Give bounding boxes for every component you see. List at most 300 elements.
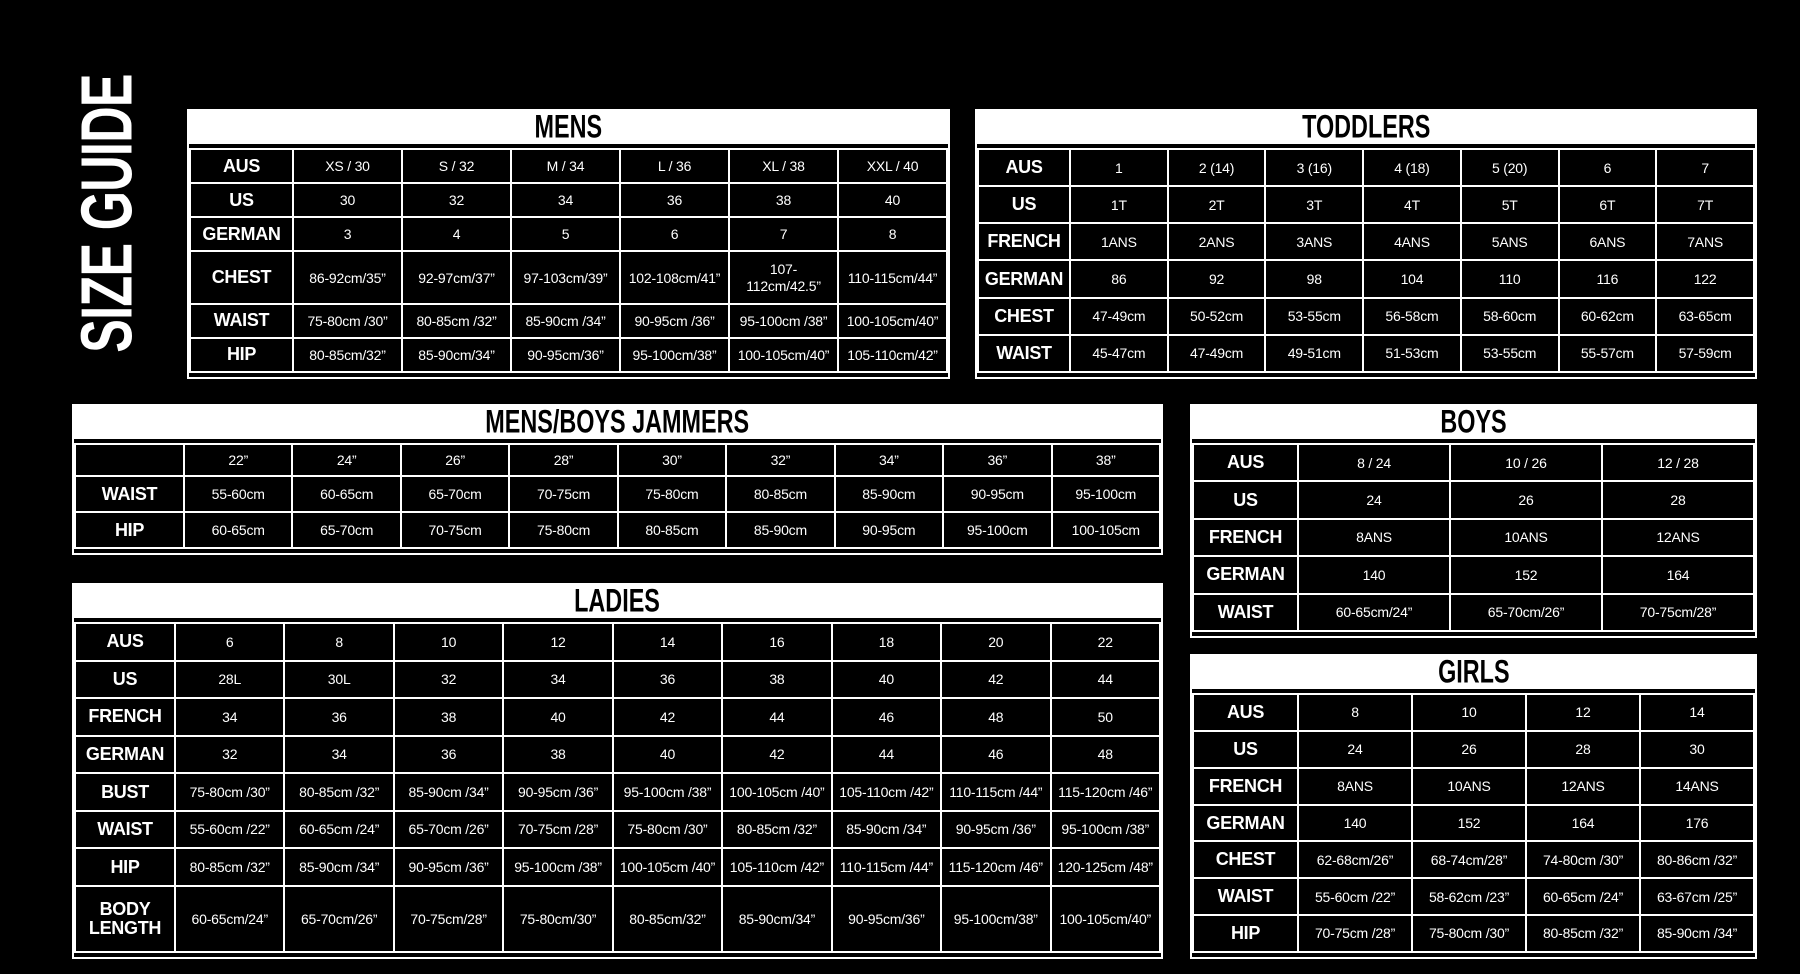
girls-row-german xyxy=(1193,805,1754,842)
ladies-cell-body-length-4: 80-85cm/32” xyxy=(613,886,722,952)
mens-table-title: MENS xyxy=(534,111,603,145)
toddlers-cell-chest-0: 47-49cm xyxy=(1070,298,1168,335)
ladies-row-german xyxy=(75,736,1160,774)
ladies-cell-bust-3: 90-95cm /36” xyxy=(503,773,612,811)
girls-row-chest xyxy=(1193,841,1754,878)
ladies-cell-french-8: 50 xyxy=(1051,698,1161,736)
jammers-cell-sizes-3: 28” xyxy=(509,444,617,476)
boys-row-us xyxy=(1193,481,1754,518)
boys-row-label-us: US xyxy=(1193,481,1298,518)
mens-cell-chest-3: 102-108cm/41” xyxy=(620,251,729,303)
girls-cell-chest-1: 68-74cm/28” xyxy=(1412,841,1526,878)
toddlers-row-label-waist: WAIST xyxy=(978,335,1070,372)
jammers-cell-waist-0: 55-60cm xyxy=(184,476,292,512)
mens-row-label-waist: WAIST xyxy=(190,304,293,338)
ladies-cell-aus-5: 16 xyxy=(722,623,831,661)
girls-cell-french-3: 14ANS xyxy=(1640,768,1754,805)
toddlers-grid xyxy=(977,148,1755,373)
toddlers-cell-french-4: 5ANS xyxy=(1461,223,1559,260)
mens-row-label-us: US xyxy=(190,183,293,217)
toddlers-row-label-german: GERMAN xyxy=(978,260,1070,297)
jammers-cell-waist-7: 90-95cm xyxy=(943,476,1051,512)
girls-cell-us-3: 30 xyxy=(1640,731,1754,768)
girls-cell-us-2: 28 xyxy=(1526,731,1640,768)
boys-row-label-aus: AUS xyxy=(1193,444,1298,481)
jammers-row-hip xyxy=(75,512,1160,548)
toddlers-cell-german-6: 122 xyxy=(1656,260,1754,297)
ladies-row-bust xyxy=(75,773,1160,811)
toddlers-cell-french-5: 6ANS xyxy=(1559,223,1657,260)
jammers-cell-hip-4: 80-85cm xyxy=(618,512,726,548)
mens-cell-german-5: 8 xyxy=(838,217,947,251)
ladies-cell-french-7: 48 xyxy=(941,698,1050,736)
toddlers-cell-waist-5: 55-57cm xyxy=(1559,335,1657,372)
mens-row-label-german: GERMAN xyxy=(190,217,293,251)
ladies-row-label-german: GERMAN xyxy=(75,736,175,774)
girls-row-label-hip: HIP xyxy=(1193,915,1298,952)
ladies-cell-bust-6: 105-110cm /42” xyxy=(832,773,941,811)
jammers-row-waist xyxy=(75,476,1160,512)
ladies-cell-body-length-6: 90-95cm/36” xyxy=(832,886,941,952)
boys-cell-french-2: 12ANS xyxy=(1602,519,1754,556)
mens-row-aus xyxy=(190,149,947,183)
toddlers-cell-us-6: 7T xyxy=(1656,186,1754,223)
ladies-cell-hip-8: 120-125cm /48” xyxy=(1051,848,1161,886)
boys-cell-waist-0: 60-65cm/24” xyxy=(1298,594,1450,631)
jammers-row-label-hip: HIP xyxy=(75,512,184,548)
ladies-cell-bust-5: 100-105cm /40” xyxy=(722,773,831,811)
mens-cell-hip-3: 95-100cm/38” xyxy=(620,338,729,372)
boys-cell-waist-2: 70-75cm/28” xyxy=(1602,594,1754,631)
boys-cell-french-1: 10ANS xyxy=(1450,519,1602,556)
boys-cell-us-0: 24 xyxy=(1298,481,1450,518)
jammers-cell-sizes-6: 34” xyxy=(835,444,943,476)
toddlers-cell-french-3: 4ANS xyxy=(1363,223,1461,260)
ladies-cell-french-0: 34 xyxy=(175,698,284,736)
toddlers-cell-aus-1: 2 (14) xyxy=(1168,149,1266,186)
boys-grid xyxy=(1192,443,1755,632)
toddlers-cell-us-5: 6T xyxy=(1559,186,1657,223)
ladies-cell-waist-8: 95-100cm /38” xyxy=(1051,811,1161,849)
girls-row-label-german: GERMAN xyxy=(1193,805,1298,842)
toddlers-row-french xyxy=(978,223,1754,260)
ladies-row-body-length xyxy=(75,886,1160,952)
girls-cell-aus-3: 14 xyxy=(1640,694,1754,731)
girls-cell-german-0: 140 xyxy=(1298,805,1412,842)
girls-cell-chest-3: 80-86cm /32” xyxy=(1640,841,1754,878)
ladies-table-header xyxy=(74,585,1161,622)
girls-cell-french-0: 8ANS xyxy=(1298,768,1412,805)
jammers-cell-waist-6: 85-90cm xyxy=(835,476,943,512)
boys-cell-us-2: 28 xyxy=(1602,481,1754,518)
toddlers-cell-us-3: 4T xyxy=(1363,186,1461,223)
toddlers-cell-french-0: 1ANS xyxy=(1070,223,1168,260)
jammers-cell-sizes-2: 26” xyxy=(401,444,509,476)
mens-row-chest xyxy=(190,251,947,303)
toddlers-cell-french-2: 3ANS xyxy=(1265,223,1363,260)
mens-cell-us-0: 30 xyxy=(293,183,402,217)
toddlers-cell-aus-6: 7 xyxy=(1656,149,1754,186)
ladies-cell-french-4: 42 xyxy=(613,698,722,736)
ladies-cell-french-5: 44 xyxy=(722,698,831,736)
ladies-size-table xyxy=(72,583,1163,959)
mens-row-us xyxy=(190,183,947,217)
ladies-cell-body-length-1: 65-70cm/26” xyxy=(284,886,393,952)
jammers-cell-sizes-7: 36” xyxy=(943,444,1051,476)
toddlers-cell-waist-0: 45-47cm xyxy=(1070,335,1168,372)
ladies-cell-bust-2: 85-90cm /34” xyxy=(394,773,503,811)
jammers-grid xyxy=(74,443,1161,549)
girls-cell-aus-1: 10 xyxy=(1412,694,1526,731)
ladies-cell-german-0: 32 xyxy=(175,736,284,774)
mens-row-hip xyxy=(190,338,947,372)
toddlers-row-label-french: FRENCH xyxy=(978,223,1070,260)
girls-cell-hip-2: 80-85cm /32” xyxy=(1526,915,1640,952)
toddlers-cell-us-4: 5T xyxy=(1461,186,1559,223)
jammers-cell-waist-4: 75-80cm xyxy=(618,476,726,512)
mens-row-label-chest: CHEST xyxy=(190,251,293,303)
ladies-cell-us-2: 32 xyxy=(394,661,503,699)
girls-cell-german-3: 176 xyxy=(1640,805,1754,842)
girls-cell-chest-0: 62-68cm/26” xyxy=(1298,841,1412,878)
toddlers-cell-us-0: 1T xyxy=(1070,186,1168,223)
ladies-cell-waist-6: 85-90cm /34” xyxy=(832,811,941,849)
jammers-cell-hip-6: 90-95cm xyxy=(835,512,943,548)
girls-cell-us-0: 24 xyxy=(1298,731,1412,768)
ladies-cell-bust-1: 80-85cm /32” xyxy=(284,773,393,811)
ladies-cell-body-length-8: 100-105cm/40” xyxy=(1051,886,1161,952)
girls-table-title: GIRLS xyxy=(1437,656,1510,690)
toddlers-cell-chest-6: 63-65cm xyxy=(1656,298,1754,335)
jammers-row-label-waist: WAIST xyxy=(75,476,184,512)
ladies-cell-body-length-0: 60-65cm/24” xyxy=(175,886,284,952)
toddlers-cell-waist-2: 49-51cm xyxy=(1265,335,1363,372)
toddlers-cell-waist-6: 57-59cm xyxy=(1656,335,1754,372)
girls-cell-french-2: 12ANS xyxy=(1526,768,1640,805)
ladies-cell-french-1: 36 xyxy=(284,698,393,736)
ladies-row-label-waist: WAIST xyxy=(75,811,175,849)
boys-cell-german-1: 152 xyxy=(1450,556,1602,593)
boys-size-table xyxy=(1190,404,1757,638)
girls-row-label-chest: CHEST xyxy=(1193,841,1298,878)
mens-cell-aus-0: XS / 30 xyxy=(293,149,402,183)
girls-row-label-waist: WAIST xyxy=(1193,878,1298,915)
ladies-cell-bust-8: 115-120cm /46” xyxy=(1051,773,1161,811)
jammers-cell-sizes-5: 32” xyxy=(726,444,834,476)
mens-cell-german-1: 4 xyxy=(402,217,511,251)
toddlers-cell-chest-5: 60-62cm xyxy=(1559,298,1657,335)
boys-cell-aus-0: 8 / 24 xyxy=(1298,444,1450,481)
mens-cell-waist-1: 80-85cm /32” xyxy=(402,304,511,338)
ladies-cell-aus-3: 12 xyxy=(503,623,612,661)
toddlers-row-waist xyxy=(978,335,1754,372)
ladies-cell-hip-6: 110-115cm /44” xyxy=(832,848,941,886)
jammers-cell-hip-8: 100-105cm xyxy=(1052,512,1161,548)
toddlers-cell-chest-2: 53-55cm xyxy=(1265,298,1363,335)
ladies-cell-us-0: 28L xyxy=(175,661,284,699)
ladies-cell-body-length-2: 70-75cm/28” xyxy=(394,886,503,952)
mens-cell-hip-4: 100-105cm/40” xyxy=(729,338,838,372)
ladies-cell-us-1: 30L xyxy=(284,661,393,699)
ladies-cell-bust-7: 110-115cm /44” xyxy=(941,773,1050,811)
jammers-size-table xyxy=(72,404,1163,555)
ladies-cell-german-4: 40 xyxy=(613,736,722,774)
boys-row-label-waist: WAIST xyxy=(1193,594,1298,631)
ladies-cell-us-6: 40 xyxy=(832,661,941,699)
toddlers-row-us xyxy=(978,186,1754,223)
ladies-cell-french-6: 46 xyxy=(832,698,941,736)
mens-row-label-hip: HIP xyxy=(190,338,293,372)
ladies-row-label-hip: HIP xyxy=(75,848,175,886)
toddlers-cell-aus-0: 1 xyxy=(1070,149,1168,186)
toddlers-cell-chest-4: 58-60cm xyxy=(1461,298,1559,335)
ladies-row-waist xyxy=(75,811,1160,849)
ladies-cell-waist-5: 80-85cm /32” xyxy=(722,811,831,849)
toddlers-cell-french-1: 2ANS xyxy=(1168,223,1266,260)
ladies-cell-waist-7: 90-95cm /36” xyxy=(941,811,1050,849)
girls-cell-aus-2: 12 xyxy=(1526,694,1640,731)
ladies-cell-us-5: 38 xyxy=(722,661,831,699)
jammers-cell-sizes-0: 22” xyxy=(184,444,292,476)
ladies-cell-body-length-5: 85-90cm/34” xyxy=(722,886,831,952)
girls-cell-hip-3: 85-90cm /34” xyxy=(1640,915,1754,952)
jammers-cell-hip-2: 70-75cm xyxy=(401,512,509,548)
ladies-row-label-bust: BUST xyxy=(75,773,175,811)
girls-cell-french-1: 10ANS xyxy=(1412,768,1526,805)
jammers-cell-sizes-4: 30” xyxy=(618,444,726,476)
jammers-cell-sizes-8: 38” xyxy=(1052,444,1161,476)
ladies-cell-hip-7: 115-120cm /46” xyxy=(941,848,1050,886)
page-title-text: SIZE GUIDE xyxy=(67,74,148,353)
mens-cell-hip-0: 80-85cm/32” xyxy=(293,338,402,372)
ladies-cell-aus-1: 8 xyxy=(284,623,393,661)
ladies-cell-waist-4: 75-80cm /30” xyxy=(613,811,722,849)
jammers-cell-hip-1: 65-70cm xyxy=(292,512,400,548)
toddlers-cell-us-1: 2T xyxy=(1168,186,1266,223)
toddlers-cell-aus-3: 4 (18) xyxy=(1363,149,1461,186)
ladies-cell-body-length-7: 95-100cm/38” xyxy=(941,886,1050,952)
mens-cell-aus-2: M / 34 xyxy=(511,149,620,183)
mens-cell-chest-5: 110-115cm/44” xyxy=(838,251,947,303)
toddlers-table-header xyxy=(977,111,1755,148)
girls-row-label-french: FRENCH xyxy=(1193,768,1298,805)
ladies-cell-aus-8: 22 xyxy=(1051,623,1161,661)
ladies-cell-german-7: 46 xyxy=(941,736,1050,774)
ladies-row-label-body-length: BODY LENGTH xyxy=(75,886,175,952)
girls-size-table xyxy=(1190,654,1757,959)
jammers-cell-hip-7: 95-100cm xyxy=(943,512,1051,548)
mens-cell-german-4: 7 xyxy=(729,217,838,251)
ladies-row-hip xyxy=(75,848,1160,886)
mens-cell-us-1: 32 xyxy=(402,183,511,217)
jammers-cell-hip-0: 60-65cm xyxy=(184,512,292,548)
ladies-cell-hip-1: 85-90cm /34” xyxy=(284,848,393,886)
girls-cell-german-2: 164 xyxy=(1526,805,1640,842)
mens-cell-german-3: 6 xyxy=(620,217,729,251)
toddlers-row-chest xyxy=(978,298,1754,335)
toddlers-cell-chest-3: 56-58cm xyxy=(1363,298,1461,335)
toddlers-table-title: TODDLERS xyxy=(1301,111,1431,145)
ladies-cell-hip-4: 100-105cm /40” xyxy=(613,848,722,886)
ladies-grid xyxy=(74,622,1161,953)
boys-row-aus xyxy=(1193,444,1754,481)
jammers-cell-waist-5: 80-85cm xyxy=(726,476,834,512)
toddlers-cell-waist-1: 47-49cm xyxy=(1168,335,1266,372)
ladies-cell-waist-0: 55-60cm /22” xyxy=(175,811,284,849)
jammers-cell-hip-3: 75-80cm xyxy=(509,512,617,548)
ladies-row-label-french: FRENCH xyxy=(75,698,175,736)
ladies-cell-german-2: 36 xyxy=(394,736,503,774)
girls-cell-aus-0: 8 xyxy=(1298,694,1412,731)
toddlers-row-aus xyxy=(978,149,1754,186)
ladies-row-aus xyxy=(75,623,1160,661)
jammers-row-label-sizes xyxy=(75,444,184,476)
boys-cell-french-0: 8ANS xyxy=(1298,519,1450,556)
jammers-cell-waist-2: 65-70cm xyxy=(401,476,509,512)
boys-row-label-german: GERMAN xyxy=(1193,556,1298,593)
girls-row-us xyxy=(1193,731,1754,768)
boys-row-german xyxy=(1193,556,1754,593)
mens-cell-waist-4: 95-100cm /38” xyxy=(729,304,838,338)
mens-row-label-aus: AUS xyxy=(190,149,293,183)
girls-table-header xyxy=(1192,656,1755,693)
ladies-cell-waist-2: 65-70cm /26” xyxy=(394,811,503,849)
ladies-cell-waist-3: 70-75cm /28” xyxy=(503,811,612,849)
toddlers-cell-aus-2: 3 (16) xyxy=(1265,149,1363,186)
ladies-row-us xyxy=(75,661,1160,699)
ladies-cell-us-4: 36 xyxy=(613,661,722,699)
toddlers-cell-french-6: 7ANS xyxy=(1656,223,1754,260)
ladies-cell-body-length-3: 75-80cm/30” xyxy=(503,886,612,952)
mens-row-german xyxy=(190,217,947,251)
girls-row-label-us: US xyxy=(1193,731,1298,768)
boys-row-label-french: FRENCH xyxy=(1193,519,1298,556)
boys-cell-us-1: 26 xyxy=(1450,481,1602,518)
girls-grid xyxy=(1192,693,1755,953)
girls-row-hip xyxy=(1193,915,1754,952)
mens-row-waist xyxy=(190,304,947,338)
girls-cell-us-1: 26 xyxy=(1412,731,1526,768)
ladies-cell-aus-6: 18 xyxy=(832,623,941,661)
mens-cell-waist-3: 90-95cm /36” xyxy=(620,304,729,338)
boys-row-french xyxy=(1193,519,1754,556)
toddlers-cell-german-2: 98 xyxy=(1265,260,1363,297)
ladies-cell-aus-4: 14 xyxy=(613,623,722,661)
toddlers-row-label-aus: AUS xyxy=(978,149,1070,186)
boys-cell-aus-1: 10 / 26 xyxy=(1450,444,1602,481)
girls-cell-waist-3: 63-67cm /25” xyxy=(1640,878,1754,915)
toddlers-row-german xyxy=(978,260,1754,297)
toddlers-size-table xyxy=(975,109,1757,379)
mens-cell-hip-1: 85-90cm/34” xyxy=(402,338,511,372)
toddlers-cell-german-3: 104 xyxy=(1363,260,1461,297)
ladies-row-label-us: US xyxy=(75,661,175,699)
girls-row-french xyxy=(1193,768,1754,805)
ladies-cell-german-1: 34 xyxy=(284,736,393,774)
jammers-table-header xyxy=(74,406,1161,443)
jammers-cell-waist-8: 95-100cm xyxy=(1052,476,1161,512)
girls-cell-hip-1: 75-80cm /30” xyxy=(1412,915,1526,952)
boys-row-waist xyxy=(1193,594,1754,631)
toddlers-cell-waist-4: 53-55cm xyxy=(1461,335,1559,372)
girls-cell-hip-0: 70-75cm /28” xyxy=(1298,915,1412,952)
mens-cell-hip-2: 90-95cm/36” xyxy=(511,338,620,372)
toddlers-cell-chest-1: 50-52cm xyxy=(1168,298,1266,335)
mens-cell-german-2: 5 xyxy=(511,217,620,251)
girls-cell-waist-1: 58-62cm /23” xyxy=(1412,878,1526,915)
toddlers-cell-german-5: 116 xyxy=(1559,260,1657,297)
ladies-cell-german-3: 38 xyxy=(503,736,612,774)
ladies-cell-aus-0: 6 xyxy=(175,623,284,661)
mens-cell-aus-5: XXL / 40 xyxy=(838,149,947,183)
mens-cell-waist-5: 100-105cm/40” xyxy=(838,304,947,338)
mens-cell-us-5: 40 xyxy=(838,183,947,217)
mens-cell-chest-1: 92-97cm/37” xyxy=(402,251,511,303)
jammers-table-title: MENS/BOYS JAMMERS xyxy=(485,406,750,440)
mens-cell-aus-1: S / 32 xyxy=(402,149,511,183)
mens-cell-us-3: 36 xyxy=(620,183,729,217)
mens-grid xyxy=(189,148,948,373)
mens-table-header xyxy=(189,111,948,148)
ladies-cell-waist-1: 60-65cm /24” xyxy=(284,811,393,849)
mens-cell-german-0: 3 xyxy=(293,217,402,251)
mens-cell-aus-4: XL / 38 xyxy=(729,149,838,183)
jammers-cell-sizes-1: 24” xyxy=(292,444,400,476)
jammers-cell-hip-5: 85-90cm xyxy=(726,512,834,548)
toddlers-cell-german-1: 92 xyxy=(1168,260,1266,297)
girls-cell-waist-0: 55-60cm /22” xyxy=(1298,878,1412,915)
ladies-cell-hip-5: 105-110cm /42” xyxy=(722,848,831,886)
ladies-cell-us-7: 42 xyxy=(941,661,1050,699)
ladies-cell-aus-7: 20 xyxy=(941,623,1050,661)
mens-cell-hip-5: 105-110cm/42” xyxy=(838,338,947,372)
toddlers-cell-us-2: 3T xyxy=(1265,186,1363,223)
jammers-cell-waist-3: 70-75cm xyxy=(509,476,617,512)
girls-row-label-aus: AUS xyxy=(1193,694,1298,731)
ladies-row-french xyxy=(75,698,1160,736)
girls-cell-chest-2: 74-80cm /30” xyxy=(1526,841,1640,878)
boys-cell-german-0: 140 xyxy=(1298,556,1450,593)
ladies-cell-german-5: 42 xyxy=(722,736,831,774)
ladies-cell-french-3: 40 xyxy=(503,698,612,736)
ladies-cell-bust-0: 75-80cm /30” xyxy=(175,773,284,811)
ladies-cell-hip-0: 80-85cm /32” xyxy=(175,848,284,886)
ladies-cell-hip-3: 95-100cm /38” xyxy=(503,848,612,886)
mens-cell-chest-2: 97-103cm/39” xyxy=(511,251,620,303)
boys-cell-waist-1: 65-70cm/26” xyxy=(1450,594,1602,631)
mens-size-table xyxy=(187,109,950,379)
boys-cell-aus-2: 12 / 28 xyxy=(1602,444,1754,481)
jammers-row-sizes xyxy=(75,444,1160,476)
ladies-table-title: LADIES xyxy=(574,585,661,619)
boys-table-header xyxy=(1192,406,1755,443)
toddlers-cell-waist-3: 51-53cm xyxy=(1363,335,1461,372)
girls-row-aus xyxy=(1193,694,1754,731)
ladies-cell-aus-2: 10 xyxy=(394,623,503,661)
ladies-cell-us-8: 44 xyxy=(1051,661,1161,699)
toddlers-cell-german-4: 110 xyxy=(1461,260,1559,297)
ladies-cell-german-8: 48 xyxy=(1051,736,1161,774)
mens-cell-us-4: 38 xyxy=(729,183,838,217)
ladies-cell-french-2: 38 xyxy=(394,698,503,736)
mens-cell-chest-0: 86-92cm/35” xyxy=(293,251,402,303)
page-title xyxy=(67,0,148,434)
ladies-cell-hip-2: 90-95cm /36” xyxy=(394,848,503,886)
boys-cell-german-2: 164 xyxy=(1602,556,1754,593)
mens-cell-waist-0: 75-80cm /30” xyxy=(293,304,402,338)
toddlers-cell-aus-5: 6 xyxy=(1559,149,1657,186)
toddlers-cell-aus-4: 5 (20) xyxy=(1461,149,1559,186)
